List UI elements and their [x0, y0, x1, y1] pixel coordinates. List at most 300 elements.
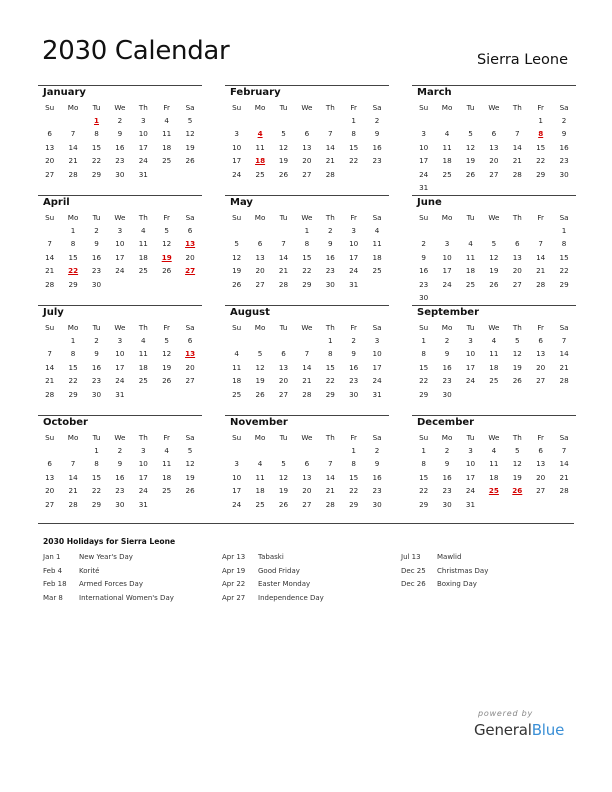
day-cell: 3	[141, 116, 146, 125]
day-cell: 16	[91, 362, 102, 372]
day-cell: 1	[328, 336, 333, 345]
day-cell: 27	[302, 169, 312, 179]
holiday-name: Christmas Day	[437, 566, 489, 575]
weekday-header: We	[488, 103, 500, 112]
day-cell: 11	[162, 459, 172, 469]
day-cell: 12	[465, 142, 476, 152]
weekday-header: Fr	[537, 323, 544, 332]
day-cell: 22	[91, 486, 102, 496]
day-cell: 2	[94, 336, 99, 345]
day-cell: 28	[45, 279, 55, 289]
weekday-header: Sa	[559, 103, 569, 112]
day-cell: 18	[372, 252, 382, 262]
day-cell: 5	[515, 446, 520, 455]
weekday-header: Th	[325, 213, 335, 222]
day-cell: 27	[255, 279, 265, 289]
day-cell: 6	[47, 129, 52, 139]
day-cell: 14	[278, 252, 289, 262]
day-cell: 27	[536, 486, 546, 496]
day-cell: 20	[45, 486, 55, 496]
day-cell: 7	[281, 239, 286, 249]
day-cell: 20	[536, 472, 546, 482]
day-cell: 11	[465, 252, 476, 262]
day-cell: 28	[512, 169, 522, 179]
day-cell: 11	[162, 129, 172, 139]
day-cell: 22	[419, 486, 429, 496]
day-cell: 7	[70, 129, 76, 139]
weekday-header: Su	[45, 213, 55, 222]
day-cell: 21	[45, 266, 55, 276]
month-divider	[225, 195, 389, 196]
day-cell: 8	[70, 349, 76, 359]
day-cell: 21	[45, 376, 55, 386]
weekday-header: Sa	[185, 213, 195, 222]
weekday-header: Su	[419, 323, 429, 332]
day-cell: 28	[325, 499, 335, 509]
weekday-header: Mo	[254, 213, 266, 222]
day-cell: 23	[419, 279, 429, 289]
weekday-header: Tu	[466, 323, 475, 332]
country-name: Sierra Leone	[476, 52, 568, 68]
weekday-header: Th	[512, 213, 522, 222]
day-cell: 10	[232, 142, 242, 152]
month-november	[225, 415, 389, 525]
day-cell: 20	[489, 156, 499, 166]
day-cell: 30	[559, 169, 569, 179]
weekday-header: Tu	[466, 103, 475, 112]
day-cell: 16	[372, 142, 382, 152]
month-october	[38, 415, 202, 525]
day-cell: 1	[70, 336, 76, 345]
day-cell: 2	[94, 226, 99, 235]
month-divider	[412, 415, 576, 416]
day-cell: 22	[325, 376, 335, 386]
weekday-header: Su	[232, 103, 242, 112]
day-cell: 22	[68, 376, 78, 386]
day-cell: 30	[372, 499, 382, 509]
day-cell: 26	[185, 486, 195, 496]
month-divider	[412, 305, 576, 306]
day-cell: 9	[351, 349, 356, 359]
month-june	[412, 195, 576, 305]
weekday-header: Fr	[537, 103, 544, 112]
day-cell: 21	[559, 472, 569, 482]
month-april	[38, 195, 202, 305]
day-cell: 19	[278, 156, 289, 166]
weekday-header: Tu	[92, 433, 101, 442]
weekday-header: Th	[512, 433, 522, 442]
weekday-header: Sa	[372, 103, 382, 112]
day-cell: 4	[164, 446, 169, 455]
day-cell: 15	[91, 472, 102, 482]
day-cell: 22	[302, 266, 312, 276]
weekday-header: Fr	[350, 103, 357, 112]
month-divider	[38, 305, 202, 306]
day-cell: 31	[115, 389, 125, 399]
weekday-header: Tu	[279, 323, 288, 332]
month-january	[38, 85, 202, 195]
day-cell: 12	[489, 252, 499, 262]
day-cell: 23	[372, 156, 382, 166]
weekday-header: Mo	[67, 323, 79, 332]
day-cell: 6	[47, 459, 52, 469]
day-cell: 11	[255, 472, 265, 482]
holiday-day-cell: 13	[185, 349, 196, 359]
day-cell: 9	[117, 129, 123, 139]
weekday-header: Fr	[350, 213, 357, 222]
day-cell: 27	[512, 279, 522, 289]
weekday-header: We	[114, 433, 126, 442]
day-cell: 2	[444, 446, 450, 455]
day-cell: 21	[536, 266, 546, 276]
weekday-header: Tu	[279, 103, 288, 112]
day-cell: 8	[421, 349, 426, 359]
day-cell: 14	[325, 142, 335, 152]
day-cell: 6	[187, 226, 193, 235]
day-cell: 25	[489, 376, 499, 386]
day-cell: 13	[278, 362, 289, 372]
day-cell: 10	[372, 349, 382, 359]
day-cell: 21	[559, 362, 569, 372]
day-cell: 29	[68, 389, 78, 399]
day-cell: 15	[419, 362, 429, 372]
day-cell: 20	[185, 362, 195, 372]
day-cell: 14	[302, 362, 312, 372]
weekday-header: Su	[45, 103, 55, 112]
month-september	[412, 305, 576, 415]
month-row	[38, 305, 574, 415]
weekday-header: Mo	[441, 323, 453, 332]
weekday-header: Tu	[92, 213, 101, 222]
day-cell: 11	[232, 362, 242, 372]
day-cell: 25	[138, 266, 148, 276]
holiday-name: Mawlid	[437, 553, 462, 561]
month-name: March	[417, 87, 452, 98]
day-cell: 28	[68, 169, 78, 179]
day-cell: 9	[374, 129, 380, 139]
holiday-name: Independence Day	[258, 594, 324, 603]
day-cell: 12	[162, 239, 172, 249]
day-cell: 29	[91, 499, 102, 509]
day-cell: 11	[442, 142, 452, 152]
day-cell: 6	[281, 349, 286, 359]
holiday-date: Dec 26	[401, 580, 426, 589]
day-cell: 6	[304, 459, 310, 469]
month-name: May	[230, 197, 253, 208]
holiday-day-cell: 19	[161, 252, 172, 262]
day-cell: 3	[468, 446, 473, 455]
day-cell: 7	[538, 239, 543, 249]
day-cell: 13	[536, 459, 546, 469]
day-cell: 13	[302, 142, 312, 152]
day-cell: 7	[328, 129, 333, 139]
weekday-header: Sa	[372, 213, 382, 222]
day-cell: 19	[185, 472, 195, 482]
day-cell: 6	[491, 129, 497, 139]
day-cell: 26	[465, 169, 476, 179]
weekday-header: Th	[325, 103, 335, 112]
day-cell: 10	[349, 239, 359, 249]
day-cell: 2	[351, 336, 356, 345]
day-cell: 2	[328, 226, 333, 235]
weekday-header: Fr	[350, 323, 357, 332]
weekday-header: Th	[138, 103, 148, 112]
weekday-header: Tu	[279, 213, 288, 222]
day-cell: 29	[419, 389, 429, 399]
day-cell: 18	[162, 472, 172, 482]
holiday-day-cell: 1	[93, 116, 99, 125]
day-cell: 25	[372, 266, 382, 276]
month-name: January	[43, 87, 86, 98]
day-cell: 28	[68, 499, 78, 509]
weekday-header: Fr	[163, 213, 170, 222]
day-cell: 9	[444, 459, 450, 469]
day-cell: 5	[515, 336, 520, 345]
weekday-header: Su	[45, 323, 55, 332]
day-cell: 4	[234, 349, 239, 359]
day-cell: 7	[47, 349, 52, 359]
day-cell: 21	[278, 266, 289, 276]
day-cell: 4	[468, 239, 473, 249]
day-cell: 18	[489, 472, 499, 482]
day-cell: 23	[325, 266, 335, 276]
day-cell: 9	[117, 459, 123, 469]
day-cell: 24	[138, 156, 148, 166]
day-cell: 5	[164, 226, 169, 235]
month-divider	[225, 415, 389, 416]
day-cell: 14	[45, 252, 55, 262]
holiday-date: Feb 18	[43, 580, 67, 589]
weekday-header: Th	[138, 213, 148, 222]
day-cell: 1	[561, 226, 567, 235]
day-cell: 9	[444, 349, 450, 359]
weekday-header: Tu	[466, 213, 475, 222]
holiday-date: Apr 19	[222, 566, 246, 575]
day-cell: 18	[162, 142, 172, 152]
day-cell: 4	[491, 446, 497, 455]
day-cell: 25	[232, 389, 242, 399]
day-cell: 25	[465, 279, 476, 289]
day-cell: 3	[351, 226, 356, 235]
day-cell: 25	[162, 486, 172, 496]
day-cell: 23	[442, 486, 452, 496]
holiday-name: Korité	[79, 566, 100, 575]
powered-by-text: powered by	[478, 709, 534, 718]
day-cell: 15	[325, 362, 335, 372]
day-cell: 10	[115, 349, 125, 359]
day-cell: 23	[559, 156, 569, 166]
day-cell: 29	[536, 169, 546, 179]
day-cell: 6	[515, 239, 520, 249]
day-cell: 18	[232, 376, 242, 386]
day-cell: 10	[138, 459, 148, 469]
day-cell: 17	[115, 362, 125, 372]
day-cell: 27	[278, 389, 289, 399]
month-july	[38, 305, 202, 415]
weekday-header: Th	[138, 323, 148, 332]
holiday-item	[222, 594, 324, 602]
day-cell: 12	[512, 349, 522, 359]
day-cell: 25	[442, 169, 452, 179]
day-cell: 14	[559, 459, 569, 469]
day-cell: 21	[68, 486, 78, 496]
day-cell: 3	[234, 129, 239, 139]
day-cell: 13	[536, 349, 546, 359]
day-cell: 14	[45, 362, 55, 372]
day-cell: 7	[561, 446, 567, 455]
day-cell: 22	[419, 376, 429, 386]
day-cell: 14	[68, 142, 78, 152]
holiday-item	[222, 553, 284, 561]
day-cell: 26	[162, 376, 172, 386]
day-cell: 12	[278, 472, 289, 482]
day-cell: 19	[465, 156, 476, 166]
day-cell: 12	[255, 362, 265, 372]
holiday-name: Armed Forces Day	[79, 580, 143, 589]
day-cell: 2	[117, 116, 123, 125]
day-cell: 23	[372, 486, 382, 496]
day-cell: 15	[68, 252, 78, 262]
day-cell: 12	[185, 459, 195, 469]
day-cell: 9	[421, 252, 426, 262]
day-cell: 5	[234, 239, 239, 249]
day-cell: 13	[45, 142, 55, 152]
day-cell: 7	[47, 239, 52, 249]
day-cell: 16	[442, 472, 452, 482]
day-cell: 7	[328, 459, 333, 469]
holiday-day-cell: 22	[68, 266, 79, 276]
day-cell: 7	[561, 336, 567, 345]
brand-general: General	[474, 721, 532, 739]
day-cell: 17	[465, 362, 476, 372]
day-cell: 28	[559, 486, 569, 496]
day-cell: 5	[281, 129, 286, 139]
day-cell: 10	[442, 252, 452, 262]
holiday-name: Boxing Day	[437, 580, 477, 589]
day-cell: 8	[304, 239, 310, 249]
brand-logo[interactable]	[474, 721, 564, 739]
day-cell: 14	[325, 472, 335, 482]
day-cell: 22	[536, 156, 546, 166]
day-cell: 18	[138, 362, 148, 372]
weekday-header: Th	[325, 323, 335, 332]
day-cell: 16	[115, 472, 125, 482]
day-cell: 8	[94, 129, 99, 139]
weekday-header: Su	[419, 213, 429, 222]
weekday-header: We	[488, 433, 500, 442]
day-cell: 19	[512, 472, 522, 482]
day-cell: 13	[302, 472, 312, 482]
day-cell: 17	[115, 252, 125, 262]
day-cell: 15	[91, 142, 102, 152]
day-cell: 20	[255, 266, 265, 276]
holiday-date: Mar 8	[43, 594, 63, 603]
weekday-header: Fr	[350, 433, 357, 442]
day-cell: 17	[419, 156, 429, 166]
day-cell: 20	[536, 362, 546, 372]
day-cell: 13	[45, 472, 55, 482]
day-cell: 8	[351, 129, 356, 139]
day-cell: 30	[419, 293, 429, 302]
weekday-header: Fr	[163, 433, 170, 442]
month-name: July	[43, 307, 64, 318]
day-cell: 7	[515, 129, 520, 139]
day-cell: 29	[325, 389, 335, 399]
day-cell: 31	[372, 389, 382, 399]
weekday-header: Sa	[559, 213, 569, 222]
holiday-item	[401, 553, 461, 561]
weekday-header: Fr	[163, 323, 170, 332]
day-cell: 9	[328, 239, 333, 249]
day-cell: 8	[94, 459, 99, 469]
holiday-name: International Women's Day	[79, 594, 174, 603]
weekday-header: Fr	[163, 103, 170, 112]
calendar-grid	[38, 85, 574, 525]
month-divider	[38, 195, 202, 196]
month-may	[225, 195, 389, 305]
day-cell: 1	[70, 226, 76, 235]
day-cell: 24	[232, 499, 242, 509]
weekday-header: Mo	[441, 213, 453, 222]
day-cell: 30	[115, 169, 125, 179]
day-cell: 2	[117, 446, 123, 455]
day-cell: 18	[138, 252, 148, 262]
day-cell: 4	[374, 226, 380, 235]
month-february	[225, 85, 389, 195]
weekday-header: Sa	[559, 433, 569, 442]
day-cell: 30	[91, 389, 102, 399]
holiday-day-cell: 27	[185, 266, 196, 276]
day-cell: 16	[372, 472, 382, 482]
day-cell: 19	[512, 362, 522, 372]
weekday-header: We	[488, 323, 500, 332]
day-cell: 21	[68, 156, 78, 166]
day-cell: 5	[468, 129, 473, 139]
day-cell: 19	[255, 376, 265, 386]
holiday-item	[222, 567, 300, 575]
day-cell: 23	[91, 266, 102, 276]
day-cell: 17	[372, 362, 382, 372]
holiday-item	[401, 567, 488, 575]
day-cell: 14	[536, 252, 546, 262]
day-cell: 23	[91, 376, 102, 386]
day-cell: 9	[561, 129, 567, 139]
day-cell: 28	[278, 279, 289, 289]
weekday-header: Fr	[537, 433, 544, 442]
day-cell: 20	[185, 252, 195, 262]
day-cell: 5	[491, 239, 497, 249]
day-cell: 29	[559, 279, 569, 289]
weekday-header: Su	[419, 103, 429, 112]
day-cell: 2	[444, 336, 450, 345]
day-cell: 5	[187, 446, 193, 455]
day-cell: 2	[374, 116, 380, 125]
day-cell: 16	[559, 142, 569, 152]
day-cell: 5	[257, 349, 263, 359]
holiday-item	[43, 594, 174, 602]
day-cell: 5	[187, 116, 193, 125]
holiday-date: Dec 25	[401, 566, 426, 575]
day-cell: 17	[442, 266, 452, 276]
day-cell: 1	[351, 116, 356, 125]
day-cell: 6	[538, 446, 543, 455]
day-cell: 25	[138, 376, 148, 386]
day-cell: 28	[536, 279, 546, 289]
day-cell: 1	[421, 336, 426, 345]
day-cell: 8	[70, 239, 76, 249]
day-cell: 12	[232, 252, 242, 262]
month-name: October	[43, 417, 88, 428]
